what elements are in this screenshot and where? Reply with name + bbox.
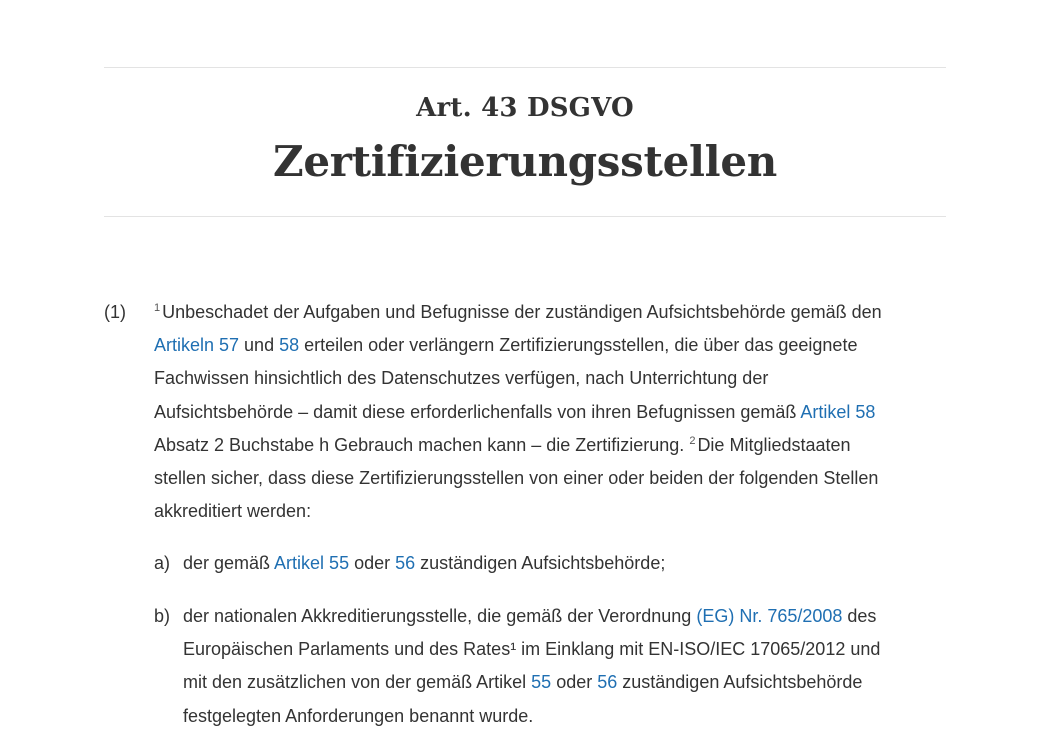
paragraph-body <box>154 296 946 528</box>
paragraph-text: Absatz 2 Buchstabe h Gebrauch machen kann – die Zertifizierung. <box>154 434 690 455</box>
link-58[interactable]: 58 <box>279 335 300 356</box>
sentence-number: 2 <box>689 434 696 447</box>
list-item-line <box>183 666 946 699</box>
bottom-divider <box>104 216 946 217</box>
list-item-line: Europäischen Parlaments und des Rates¹ im Einklang mit EN-ISO/IEC 17065/2012 und <box>183 639 881 660</box>
paragraph-line: akkreditiert werden: <box>154 501 312 522</box>
paragraph-line <box>154 296 946 329</box>
article-title: Zertifizierungsstellen <box>273 137 777 186</box>
paragraph-line: Fachwissen hinsichtlich des Datenschutzes verfügen, nach Unterrichtung der <box>154 368 769 389</box>
list-item-text <box>183 547 946 580</box>
list-item-line: festgelegten Anforderungen benannt wurde. <box>183 705 534 726</box>
paragraph-line <box>154 329 946 362</box>
list-item-label: a) <box>154 553 171 573</box>
paragraph-number: (1) <box>104 302 126 322</box>
paragraph-text: erteilen oder verlängern Zertifizierungsstellen, die über das geeignete <box>299 335 858 356</box>
paragraph-text: Unbeschadet der Aufgaben und Befugnisse der zuständigen Aufsichtsbehörde gemäß den <box>162 302 882 322</box>
paragraph-text: Aufsichtsbehörde – damit diese erforderlichenfalls von ihren Befugnissen gemäß <box>154 401 801 422</box>
list-item-fragment: mit den zusätzlichen von der gemäß Artikel <box>183 672 532 693</box>
list-item-fragment: zuständigen Aufsichtsbehörde; <box>415 553 666 573</box>
list-item-text <box>183 600 946 733</box>
list-item-label: b) <box>154 606 171 626</box>
link-artikel-55[interactable]: Artikel 55 <box>274 553 350 573</box>
paragraph-text: und <box>239 335 280 356</box>
list-item-fragment: der gemäß <box>183 553 275 573</box>
list-item-fragment: der nationalen Akkreditierungsstelle, die gemäß der Verordnung <box>183 606 697 626</box>
paragraph-line: stellen sicher, dass diese Zertifizierungsstellen von einer oder beiden der folgenden Stellen <box>154 468 879 489</box>
link-56[interactable]: 56 <box>395 553 416 573</box>
link-eg-765-2008[interactable]: (EG) Nr. 765/2008 <box>696 606 843 626</box>
link-55[interactable]: 55 <box>531 672 552 693</box>
list-item-fragment: zuständigen Aufsichtsbehörde <box>617 672 863 693</box>
article-number: Art. 43 DSGVO <box>416 93 634 123</box>
link-56[interactable]: 56 <box>597 672 618 693</box>
paragraph-text: Die Mitgliedstaaten <box>697 434 851 455</box>
list-item-line <box>183 600 946 633</box>
article-heading <box>104 90 946 192</box>
top-divider <box>104 67 946 68</box>
list-item-fragment: oder <box>551 672 598 693</box>
list-item-fragment: des <box>842 606 877 626</box>
paragraph-line <box>154 396 946 429</box>
link-artikel-58[interactable]: Artikel 58 <box>800 401 876 422</box>
list-item-line <box>183 547 946 580</box>
paragraph-line <box>154 429 946 462</box>
list-item-fragment: oder <box>349 553 396 573</box>
link-artikeln-57[interactable]: Artikeln 57 <box>154 335 240 356</box>
sentence-number: 1 <box>154 302 161 314</box>
